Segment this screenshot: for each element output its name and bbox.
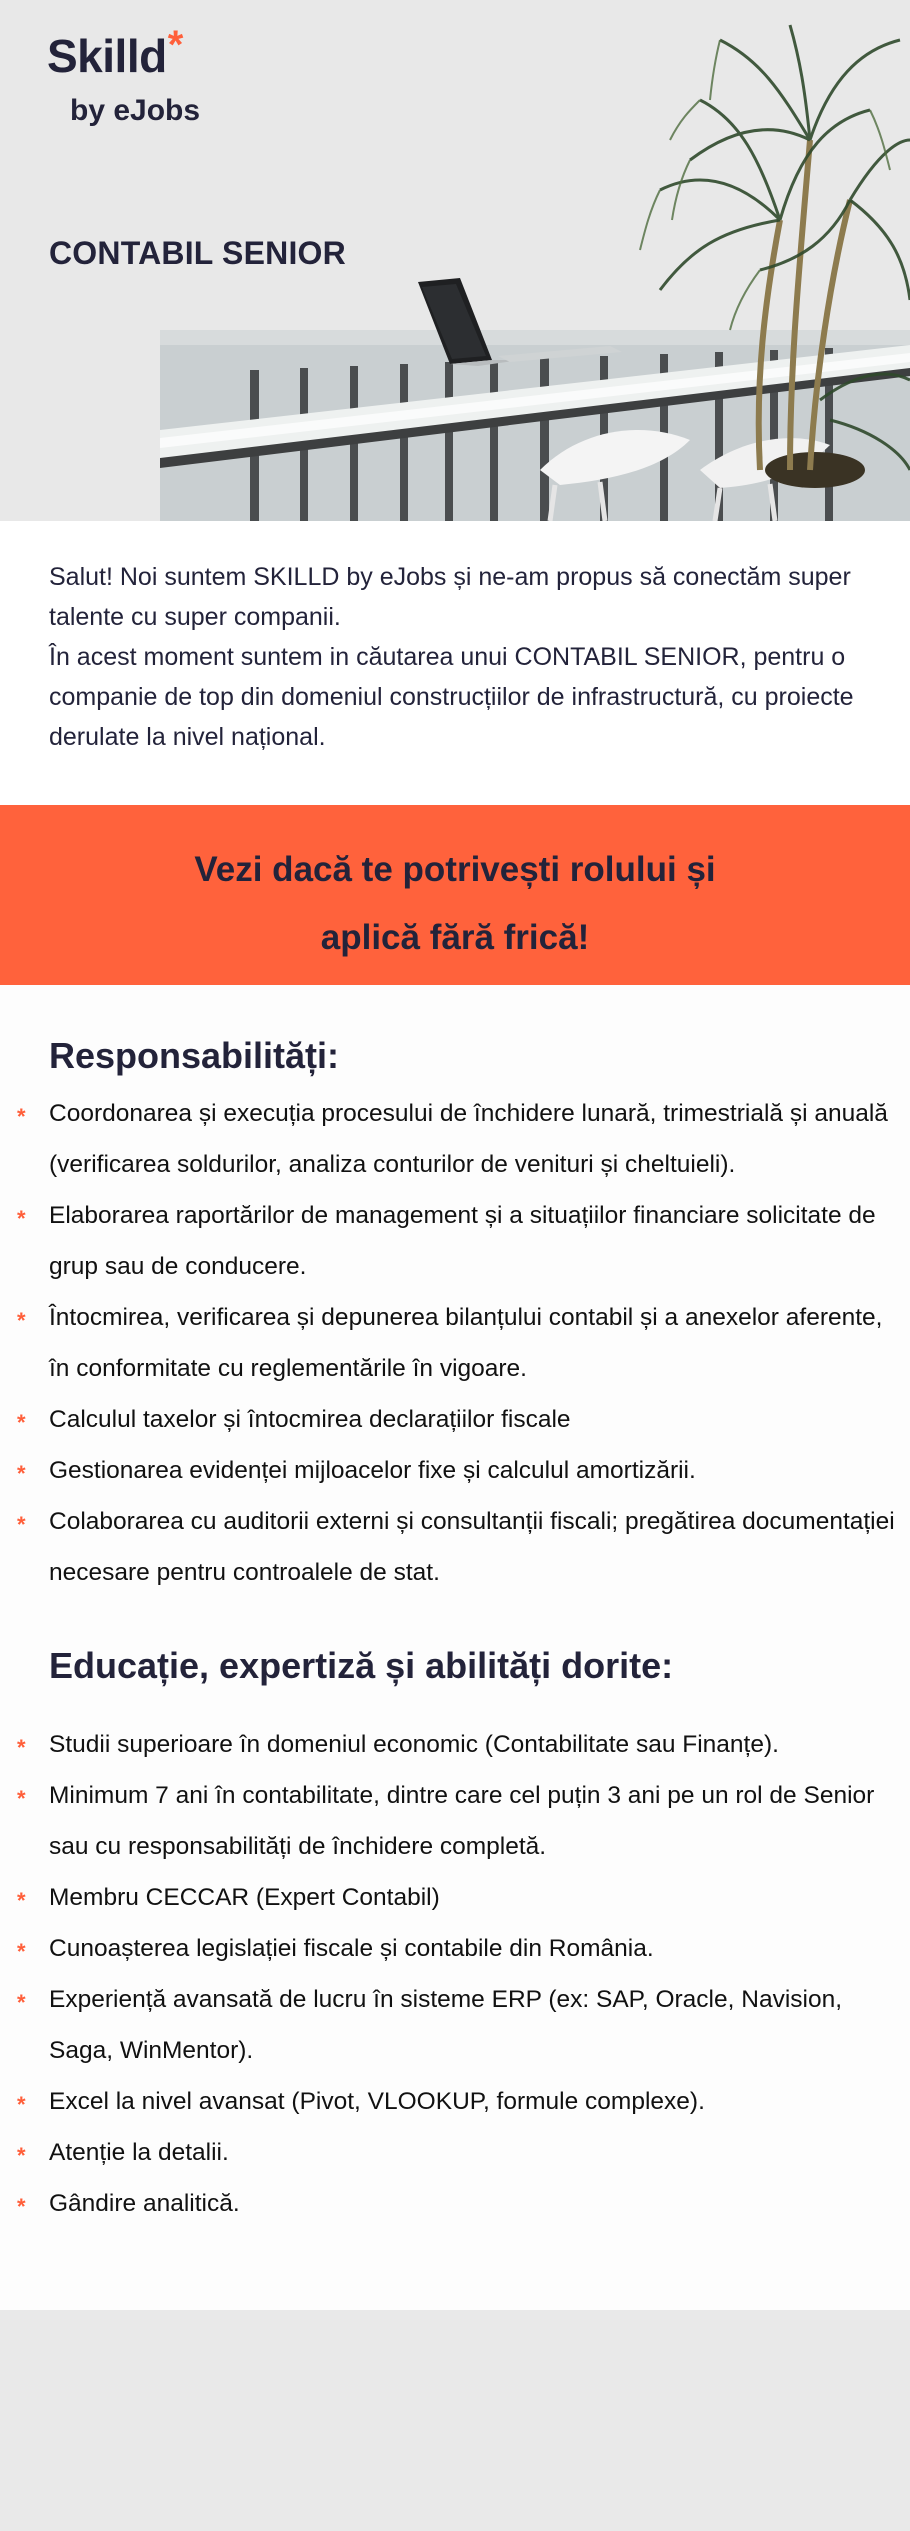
bullet-star-icon: * xyxy=(17,2194,26,2219)
intro-section xyxy=(0,521,910,805)
bullet-star-icon: * xyxy=(17,1512,26,1537)
job-details xyxy=(0,985,910,2310)
intro-line-search: În acest moment suntem in căutarea unui CONTABIL SENIOR, pentru o companie de top din domeniul construcțiilor de infrastructură, cu proiecte derulate la nivel național. xyxy=(49,643,854,751)
list-item: * Experiență avansată de lucru în sisteme ERP (ex: SAP, Oracle, Navision, Saga, WinMentor). xyxy=(0,1974,910,2076)
logo-text: Skilld xyxy=(47,30,167,82)
responsibilities-heading: Responsabilități: xyxy=(49,1035,340,1076)
intro-text xyxy=(49,557,869,757)
list-item: * Colaborarea cu auditorii externi și consultanții fiscali; pregătirea documentației necesare pentru controalele de stat. xyxy=(0,1496,910,1598)
logo-star-icon: * xyxy=(167,23,183,67)
bullet-star-icon: * xyxy=(17,1888,26,1913)
bullet-star-icon: * xyxy=(17,1786,26,1811)
cta-text xyxy=(0,836,910,972)
bullet-star-icon: * xyxy=(17,1735,26,1760)
responsibilities-list xyxy=(0,1088,910,1598)
list-item: * Gândire analitică. xyxy=(0,2178,910,2229)
bullet-star-icon: * xyxy=(17,1206,26,1231)
bullet-star-icon: * xyxy=(17,1461,26,1486)
bullet-star-icon: * xyxy=(17,1104,26,1129)
list-item: * Întocmirea, verificarea și depunerea bilanțului contabil și a anexelor aferente, în conformitate cu reglementările în vigoare. xyxy=(0,1292,910,1394)
intro-line-greeting: Salut! Noi suntem SKILLD by eJobs și ne-am propus să conectăm super talente cu super companii. xyxy=(49,563,851,631)
bullet-star-icon: * xyxy=(17,1990,26,2015)
bullet-star-icon: * xyxy=(17,1410,26,1435)
bullet-star-icon: * xyxy=(17,2092,26,2117)
job-title: CONTABIL SENIOR xyxy=(49,235,346,271)
list-item: * Membru CECCAR (Expert Contabil) xyxy=(0,1872,910,1923)
bullet-star-icon: * xyxy=(17,1308,26,1333)
logo-subtitle: by eJobs xyxy=(70,94,201,127)
cta-line-2: aplică fără frică! xyxy=(320,918,590,957)
list-item: * Gestionarea evidenței mijloacelor fixe și calculul amortizării. xyxy=(0,1445,910,1496)
bullet-star-icon: * xyxy=(17,2143,26,2168)
education-list xyxy=(0,1719,910,2229)
list-item: * Studii superioare în domeniul economic (Contabilitate sau Finanțe). xyxy=(0,1719,910,1770)
logo-wordmark xyxy=(47,23,200,89)
hero-banner xyxy=(0,0,910,521)
list-item: * Coordonarea și execuția procesului de închidere lunară, trimestrială și anuală (verificarea soldurilor, analiza conturilor de venituri și cheltuieli). xyxy=(0,1088,910,1190)
list-item: * Calculul taxelor și întocmirea declarațiilor fiscale xyxy=(0,1394,910,1445)
cta-line-1: Vezi dacă te potrivești rolului și xyxy=(194,850,716,889)
list-item: * Minimum 7 ani în contabilitate, dintre care cel puțin 3 ani pe un rol de Senior sau cu responsabilități de închidere completă. xyxy=(0,1770,910,1872)
list-item: * Excel la nivel avansat (Pivot, VLOOKUP, formule complexe). xyxy=(0,2076,910,2127)
page-footer-area xyxy=(0,2310,910,2531)
skilld-logo[interactable] xyxy=(47,23,201,131)
bullet-star-icon: * xyxy=(17,1939,26,1964)
list-item: * Elaborarea raportărilor de management și a situațiilor financiare solicitate de grup sau de conducere. xyxy=(0,1190,910,1292)
list-item: * Cunoașterea legislației fiscale și contabile din România. xyxy=(0,1923,910,1974)
education-heading: Educație, expertiză și abilități dorite: xyxy=(49,1645,674,1686)
list-item: * Atenție la detalii. xyxy=(0,2127,910,2178)
cta-banner xyxy=(0,805,910,985)
